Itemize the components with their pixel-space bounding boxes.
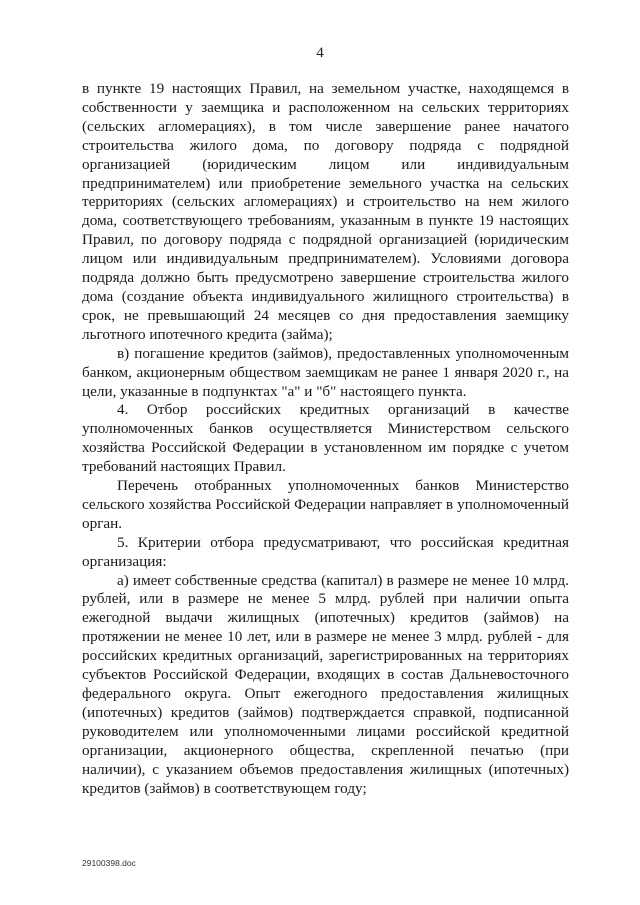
page-number: 4 [316, 45, 324, 61]
paragraph-continuation: в пункте 19 настоящих Правил, на земельном участке, находящемся в собственности у заемщика и расположенном на сельских территориях (сельских агломерациях), в том числе завершение ранее начатого строительства жилого дома, по договору подряда с подрядной организацией (юридическим лицом или индивидуальным предпринимателем) или приобретение земельного участка на сельских территориях (сельских агломерациях) и строительство на нем жилого дома, соответствующего требованиям, указанным в пункте 19 настоящих Правил, по договору подряда с подрядной организацией (юридическим лицом или индивидуальным предпринимателем). Условиями договора подряда должно быть предусмотрено завершение строительства жилого дома (создание объекта индивидуального жилищного строительства) в срок, не превышающий 24 месяцев со дня предоставления заемщику льготного ипотечного кредита (займа); [82, 80, 569, 343]
document-file-code: 29100398.doc [82, 858, 136, 868]
paragraph-section-4: 4. Отбор российских кредитных организаций в качестве уполномоченных банков осуществляется Министерством сельского хозяйства Российской Федерации в установленном им порядке с учетом требований настоящих Правил. [82, 401, 569, 476]
paragraph-bank-list: Перечень отобранных уполномоченных банков Министерство сельского хозяйства Российской Федерации направляет в уполномоченный орган. [82, 477, 569, 532]
paragraph-item-v: в) погашение кредитов (займов), предоставленных уполномоченным банком, акционерным обществом заемщикам не ранее 1 января 2020 г., на цели, указанные в подпунктах "а" и "б" настоящего пункта. [82, 344, 569, 400]
paragraph-item-a: а) имеет собственные средства (капитал) в размере не менее 10 млрд. рублей, или в размере не менее 5 млрд. рублей при наличии опыта ежегодной выдачи жилищных (ипотечных) кредитов (займов) на протяжении не менее 10 лет, или в размере не менее 3 млрд. рублей - для российских кредитных организаций, зарегистрированных на территориях субъектов Российской Федерации, входящих в состав Дальневосточного федерального округа. Опыт ежегодного предоставления жилищных (ипотечных) кредитов (займов) подтверждается справкой, подписанной руководителем или уполномоченными лицами российской кредитной организации, акционерного общества, скрепленной печатью (при наличии), с указанием объемов предоставления жилищных (ипотечных) кредитов (займов) в соответствующем году; [82, 571, 569, 797]
document-body [82, 80, 569, 798]
paragraph-section-5: 5. Критерии отбора предусматривают, что российская кредитная организация: [82, 533, 569, 570]
